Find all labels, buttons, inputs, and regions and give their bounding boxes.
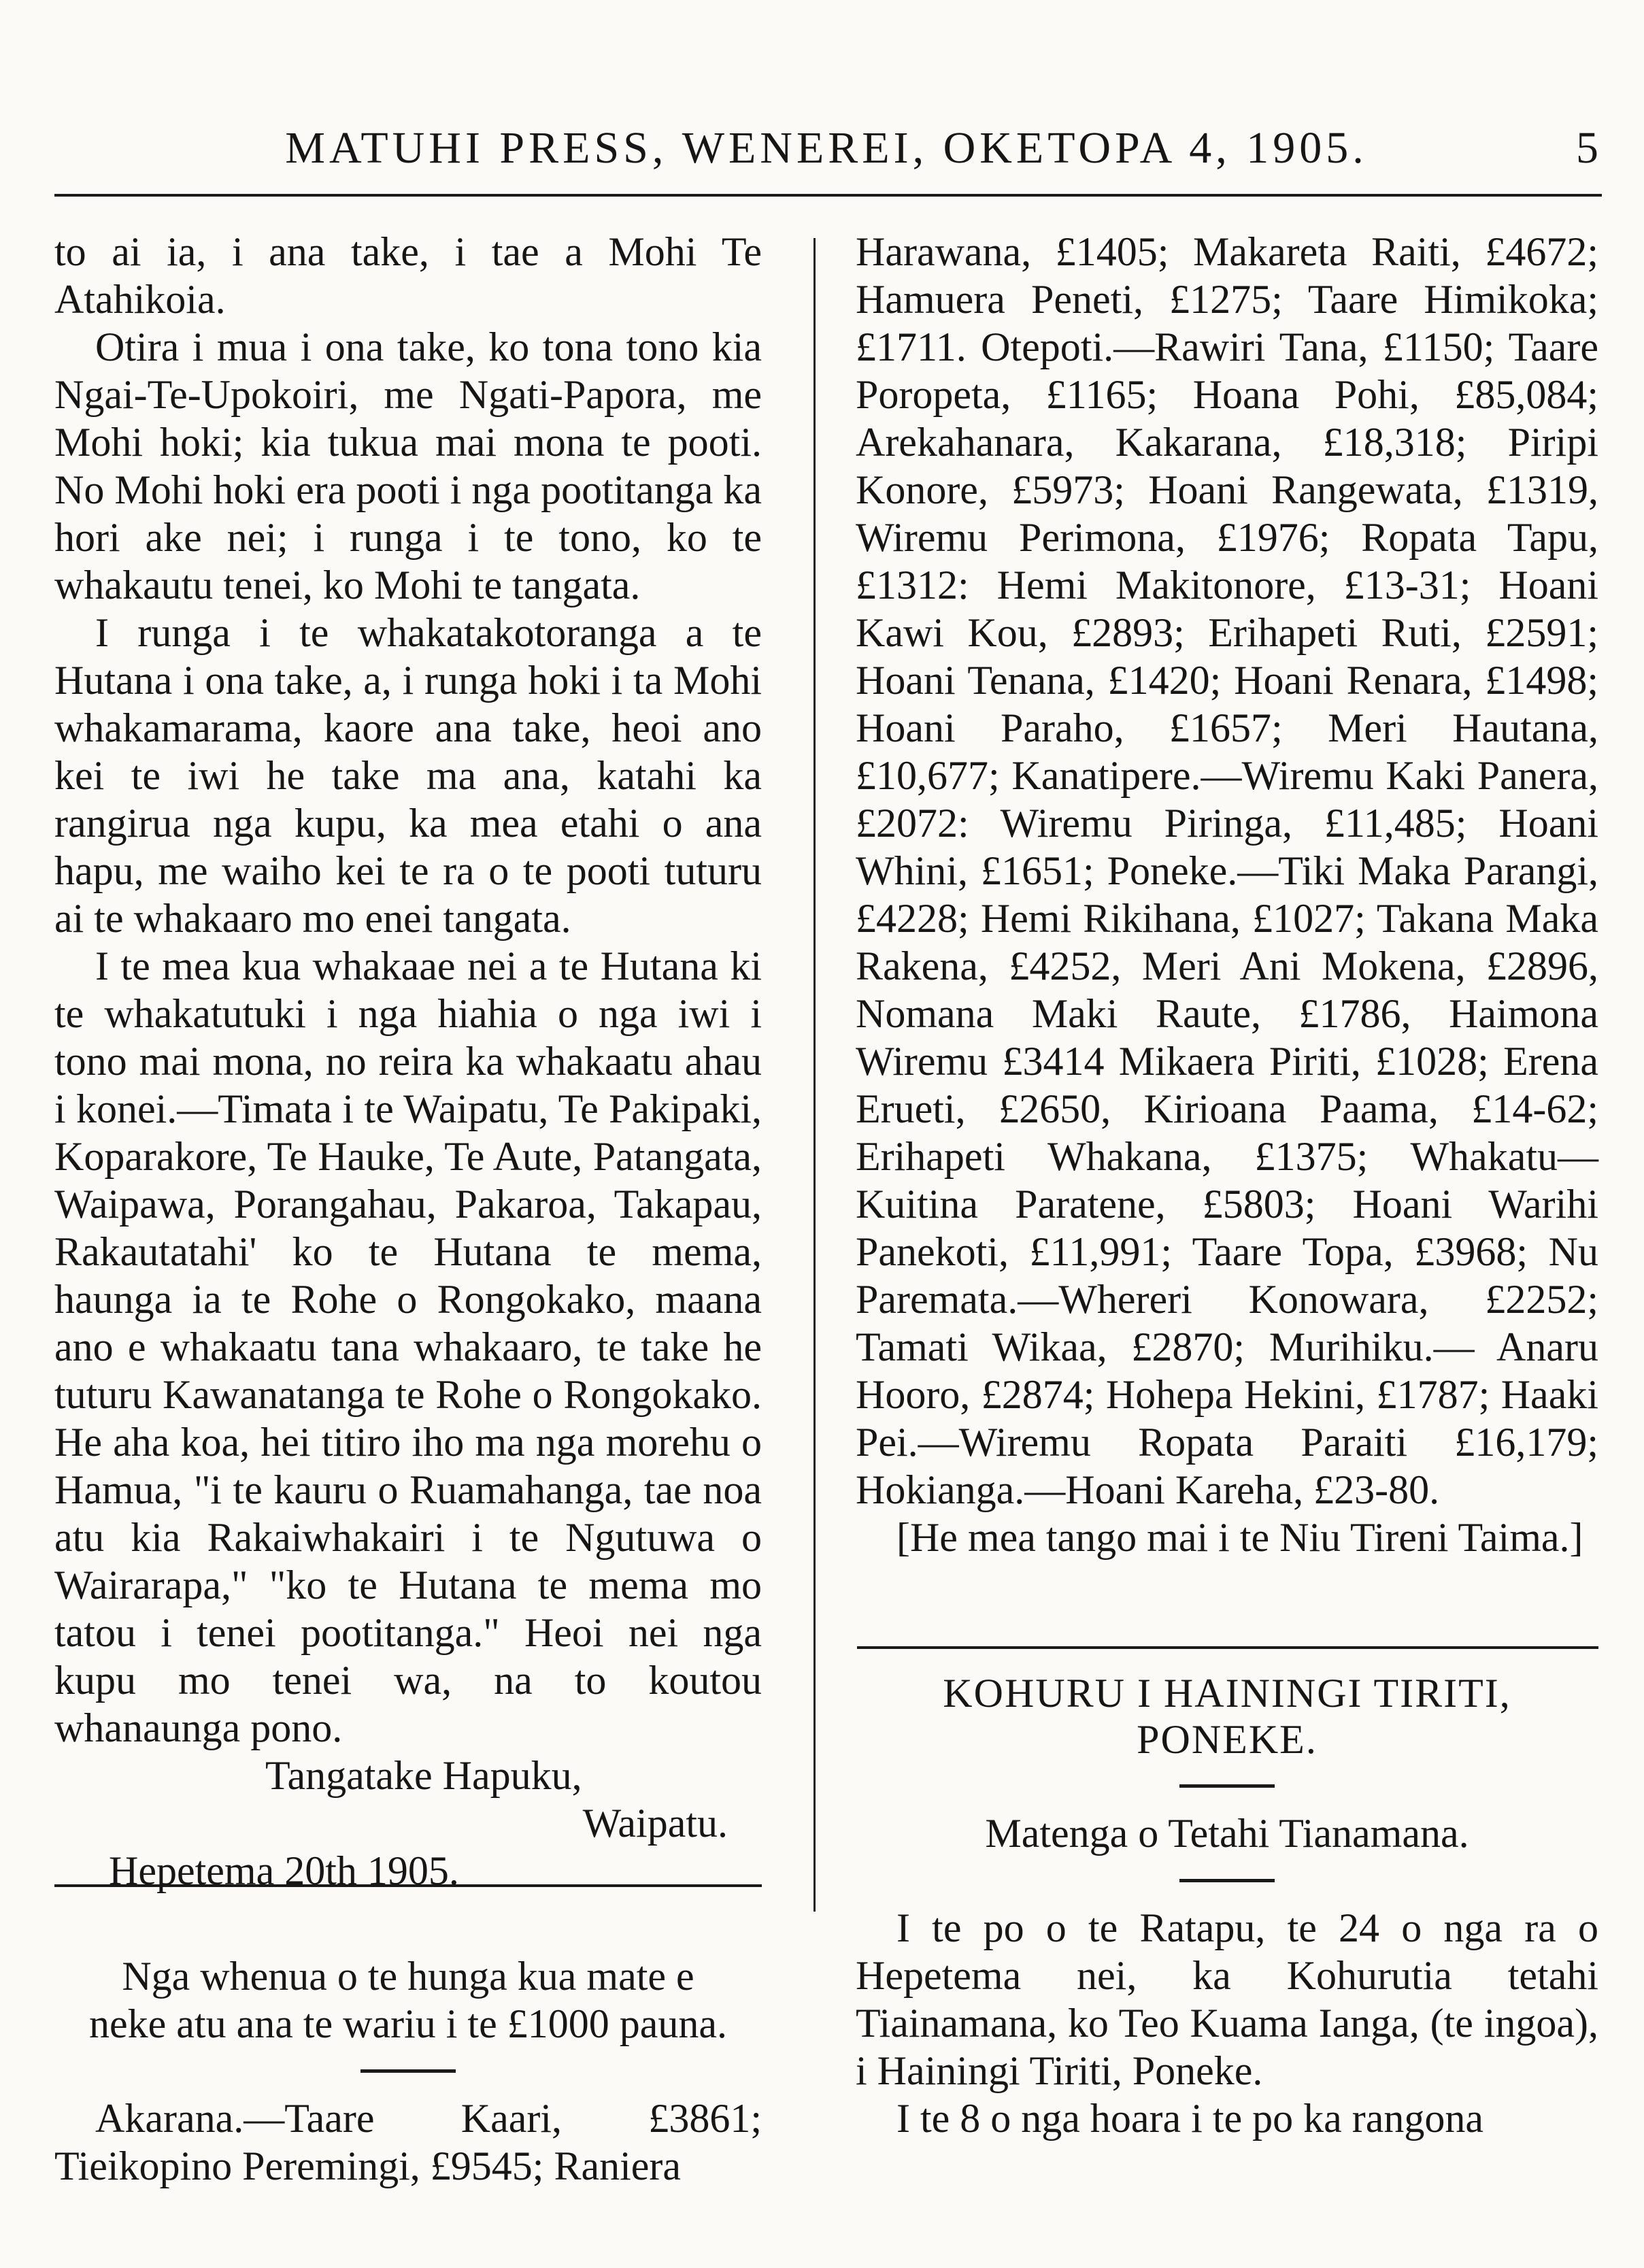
headline-line-1: KOHURU I HAININGI TIRITI, (943, 1671, 1511, 1716)
paragraph-2: Otira i mua i ona take, ko tona tono kia Ngai-Te-Upokoiri, me Ngati-Papora, me Mohi hoki; kia tukua mai mona te pooti. No Mohi hoki era pooti i nga pootitanga ka hori ake nei; i runga i te tono, ko te whakautu tenei, ko Mohi te tangata. (54, 324, 762, 607)
article-subheadline: Matenga o Tetahi Tianamana. (985, 1811, 1469, 1856)
right-column (856, 228, 1598, 2142)
estates-list-continued: Harawana, £1405; Makareta Raiti, £4672; Hamuera Peneti, £1275; Taare Himikoka; £1711. Otepoti.—Rawiri Tana, £1150; Taare Poropeta, £1165; Hoana Pohi, £85,084; Arekahanara, Kakarana, £18,318; Piripi Konore, £5973; Hoani Rangewata, £1319, Wiremu Perimona, £1976; Ropata Tapu, £1312: Hemi Makitonore, £13-31; Hoani Kawi Kou, £2893; Erihapeti Ruti, £2591; Hoani Tenana, £1420; Hoani Renara, £1498; Hoani Paraho, £1657; Meri Hautana, £10,677; Kanatipere.—Wiremu Kaki Panera, £2072: Wiremu Piringa, £11,485; Hoani Whini, £1651; Poneke.—Tiki Maka Parangi, £4228; Hemi Rikihana, £1027; Takana Maka Rakena, £4252, Meri Ani Mokena, £2896, Nomana Maki Raute, £1786, Haimona Wiremu £3414 Mikaera Piriti, £1028; Erena Erueti, £2650, Kirioana Paama, £14-62; Erihapeti Whakana, £1375; Whakatu—Kuitina Paratene, £5803; Hoani Warihi Panekoti, £11,991; Taare Topa, £3968; Nu Paremata.—Whereri Konowara, £2252; Tamati Wikaa, £2870; Murihiku.— Anaru Hooro, £2874; Hohepa Hekini, £1787; Haaki Pei.—Wiremu Ropata Paraiti £16,179; Hokianga.—Hoani Kareha, £23-80. (856, 229, 1598, 1512)
article-headline (856, 1670, 1598, 1763)
headline-line-2: PONEKE. (1137, 1717, 1318, 1762)
headline-divider (1179, 1784, 1275, 1788)
page-header (54, 122, 1598, 184)
paragraph-1: to ai ia, i ana take, i tae a Mohi Te Atahikoia. (54, 229, 762, 322)
left-column (54, 228, 762, 2190)
subheadline-divider (1179, 1879, 1275, 1882)
signature-date: Hepetema 20th 1905. (109, 1848, 459, 1893)
signature-place: Waipatu. (582, 1801, 728, 1846)
article-paragraph-1: I te po o te Ratapu, te 24 o nga ra o Hepetema nei, ka Kohurutia tetahi Tiainamana, ko Teo Kuama Ianga, (te ingoa), i Hainingi Tiriti, Poneke. (856, 1905, 1598, 2093)
signature-name: Tangatake Hapuku, (265, 1753, 582, 1798)
estates-notice: Nga whenua o te hunga kua mate e neke atu ana te wariu i te £1000 pauna. (89, 1954, 727, 2046)
column-divider (813, 238, 816, 1912)
header-rule (54, 194, 1602, 197)
paragraph-3: I runga i te whakatakotoranga a te Hutana i ona take, a, i runga hoki i ta Mohi whakamarama, kaore ana take, heoi ano kei te iwi he take ma ana, katahi ka rangirua nga kupu, ka mea etahi o ana hapu, me waiho kei te ra o te pooti tuturu ai te whakaaro mo enei tangata. (54, 610, 762, 941)
article-paragraph-2: I te 8 o nga hoara i te po ka rangona (896, 2096, 1483, 2141)
page-number: 5 (1576, 123, 1598, 173)
newspaper-masthead: MATUHI PRESS, WENEREI, OKETOPA 4, 1905. (285, 123, 1368, 173)
notice-divider (360, 2069, 456, 2073)
estates-list-start: Akarana.—Taare Kaari, £3861; Tieikopino Peremingi, £9545; Raniera (54, 2096, 762, 2188)
paragraph-4: I te mea kua whakaae nei a te Hutana ki te whakatutuki i nga hiahia o nga iwi i tono mai mona, no reira ka whakaatu ahau i konei.—Timata i te Waipatu, Te Pakipaki, Koparakore, Te Hauke, Te Aute, Patangata, Waipawa, Porangahau, Pakaroa, Takapau, Rakautatahi' ko te Hutana te mema, haunga ia te Rohe o Rongokako, maana ano e whakaatu tana whakaaro, te take he tuturu Kawanatanga te Rohe o Rongokako. He aha koa, hei titiro iho ma nga morehu o Hamua, "i te kauru o Ruamahanga, tae noa atu kia Rakaiwhakairi i te Ngutuwa o Wairarapa," "ko te Hutana te mema mo tatou i tenei pootitanga." Heoi nei nga kupu mo tenei wa, na to koutou whanaunga pono. (54, 944, 762, 1750)
source-note: [He mea tango mai i te Niu Tireni Taima.] (896, 1515, 1583, 1560)
